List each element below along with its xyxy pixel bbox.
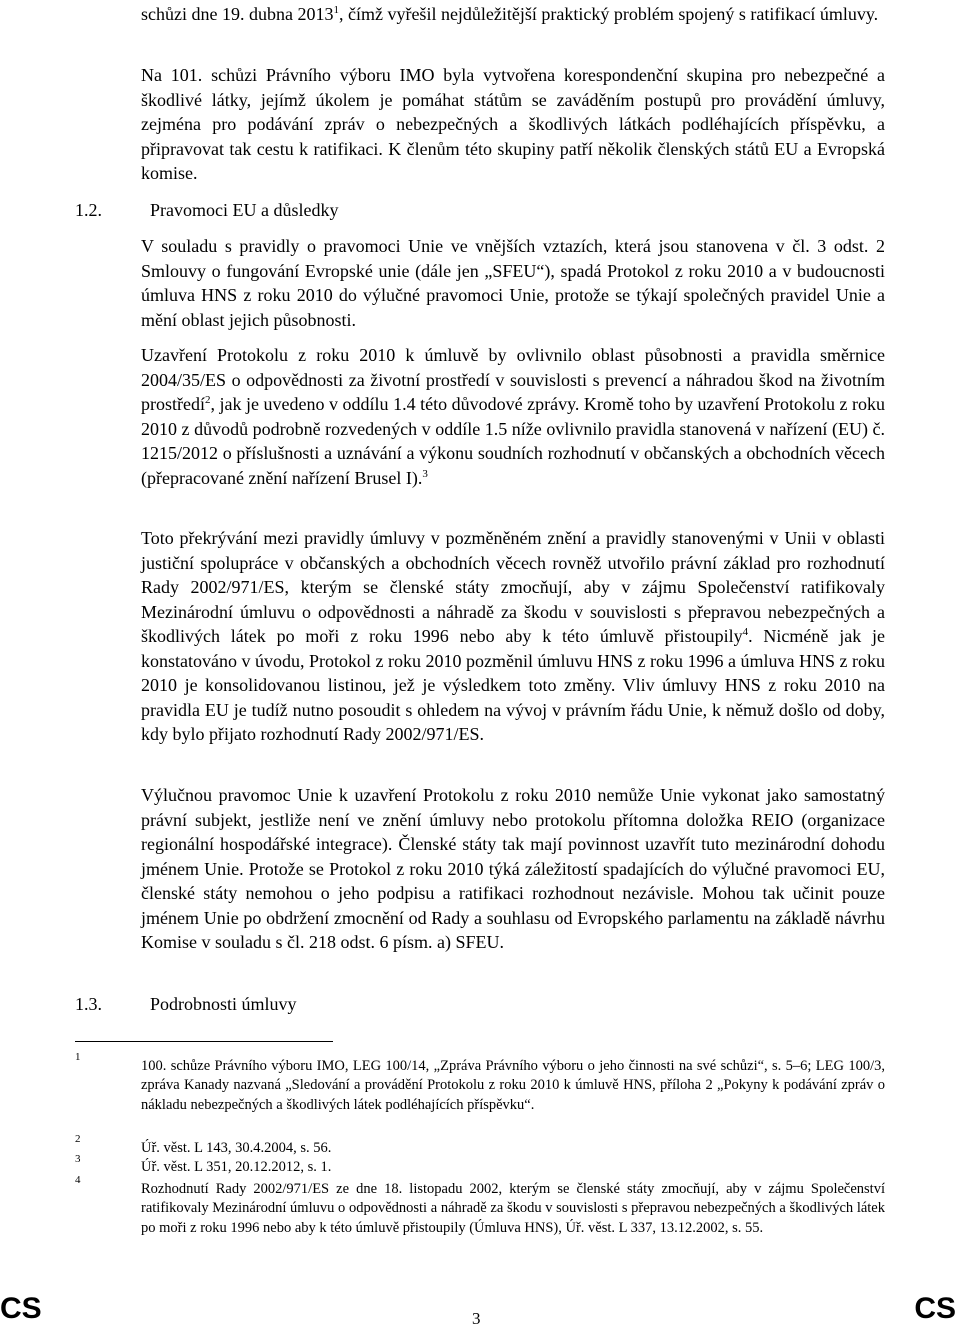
footnote-text: Úř. věst. L 143, 30.4.2004, s. 56. xyxy=(141,1140,332,1156)
paragraph-text: , jak je uvedeno v oddílu 1.4 této důvodové zprávy. Kromě toho by uzavření Protokolu z roku 2010 z důvodů podrobně rozvedených v oddíle 1.5 níže ovlivnilo pravidla stanovená v nařízení (EU) č. 1215/2012 o příslušnosti a uznávání a výkonu soudních rozhodnutí v občanských a obchodních věcech (přepracované znění nařízení Brusel I). xyxy=(141,394,885,488)
footnote-mark: 1 xyxy=(75,1051,81,1063)
paragraph-correspondence-group: Na 101. schůzi Právního výboru IMO byla vytvořena korespondenční skupina pro nebezpečné a škodlivé látky, jejímž úkolem je pomáhat státům se zaváděním postupů pro provádění úmluvy, zejména pro podávání zpráv o nebezpečných a škodlivých látkách podléhajících příspěvku, a připravovat tak cestu k ratifikaci. K členům této skupiny patří několik členských států EU a Evropská komise. xyxy=(141,65,885,183)
footnote-ref[interactable]: 2 xyxy=(204,394,211,406)
footnote-mark: 2 xyxy=(75,1133,81,1145)
footnote-separator xyxy=(75,1041,333,1042)
footnote-text: 100. schůze Právního výboru IMO, LEG 100/14, „Zpráva Právního výboru o jeho činnosti na své schůzi“, s. 5–6; LEG 100/3, zpráva Kanady nazvaná „Sledování a provádění Protokolu z roku 2010 k úmluvě HNS, příloha 2 „Pokyny k podávání zpráv o nákladu nebezpečných a škodlivých látek podléhajících příspěvku“. xyxy=(141,1058,885,1113)
footnote-ref[interactable]: 3 xyxy=(422,467,428,480)
footnote-mark: 4 xyxy=(75,1174,81,1186)
paragraph-competence: V souladu s pravidly o pravomoci Unie ve vnějších vztazích, která jsou stanovena v čl. 3 odst. 2 Smlouvy o fungování Evropské unie (dále jen „SFEU“), spadá Protokol z roku 2010 a v budoucnosti úmluva HNS z roku 2010 do výlučné pravomoci Unie, protože se týkají společných pravidel Unie a mění oblast jejich působnosti. xyxy=(141,236,885,330)
footnote-text: Úř. věst. L 351, 20.12.2012, s. 1. xyxy=(141,1159,332,1175)
footnote-ref[interactable]: 4 xyxy=(742,626,749,638)
footer-language-left: CS xyxy=(0,1292,42,1325)
paragraph-text: , čímž vyřešil nejdůležitější praktický problém spojený s ratifikací úmluvy. xyxy=(338,4,879,24)
paragraph-protocol-scope xyxy=(141,343,885,490)
section-number: 1.3. xyxy=(75,994,102,1014)
paragraph-exclusive-competence: Výlučnou pravomoc Unie k uzavření Protokolu z roku 2010 nemůže Unie vykonat jako samostatný právní subjekt, jestliže není ve znění úmluvy nebo protokolu přítomna doložka REIO (organizace regionální hospodářské integrace). Členské státy tak mají povinnost uzavřít tuto mezinárodní dohodu jménem Unie. Protože se Protokol z roku 2010 týká záležitostí spadajících do výlučné pravomoci EU, členské státy nemohou o jeho podpisu a ratifikaci rozhodnout nezávisle. Mohou tak učinit pouze jménem Unie po obdržení zmocnění od Rady a souhlasu od Evropského parlamentu na základě návrhu Komise v souladu s čl. 218 odst. 6 písm. a) SFEU. xyxy=(141,785,885,952)
paragraph-text: schůzi dne 19. dubna 2013 xyxy=(141,4,334,24)
paragraph-continuation xyxy=(141,2,885,27)
section-heading: Podrobnosti úmluvy xyxy=(150,994,297,1014)
paragraph-text: . Nicméně jak je konstatováno v úvodu, Protokol z roku 2010 pozměnil úmluvu HNS z roku 1996 a úmluva HNS z roku 2010 je konsolidovanou listinou, jež je výsledkem toto změny. Vliv úmluvy HNS z roku 2010 na pravidla EU je tudíž nutno posoudit s ohledem na vývoj v právním řádu Unie, k němuž došlo od doby, kdy bylo přijato rozhodnutí Rady 2002/971/ES. xyxy=(141,626,885,744)
footnote-ref[interactable]: 1 xyxy=(333,4,339,16)
paragraph-overlap xyxy=(141,526,885,747)
paragraph-text: Toto překrývání mezi pravidly úmluvy v pozměněném znění a pravidly stanovenými v Unii v oblasti justiční spolupráce v občanských a obchodních věcech rovněž utvořilo právní základ pro rozhodnutí Rady 2002/971/ES, kterým se členské státy zmocňují, aby v zájmu Společenství ratifikovaly Mezinárodní úmluvu o odpovědnosti a náhradě za škodu v souvislosti s přepravou nebezpečných a škodlivých látek po moři z roku 1996 nebo aby k této úmluvě přistoupily xyxy=(141,528,885,646)
section-number: 1.2. xyxy=(75,200,102,220)
footnote-text: Rozhodnutí Rady 2002/971/ES ze dne 18. listopadu 2002, kterým se členské státy zmocňují, aby v zájmu Společenství ratifikovaly Mezinárodní úmluvu o odpovědnosti a náhradě za škodu v souvislosti s přepravou nebezpečných a škodlivých látek po moři z roku 1996 nebo aby k této úmluvě přistoupily (Úmluva HNS), Úř. věst. L 337, 13.12.2002, s. 55. xyxy=(141,1181,885,1236)
paragraph-text: Uzavření Protokolu z roku 2010 k úmluvě by ovlivnilo oblast působnosti a pravidla směrnice 2004/35/ES o odpovědnosti za životní prostředí v souvislosti s prevencí a náhradou škod na životním prostředí xyxy=(141,345,885,414)
page-number: 3 xyxy=(472,1309,481,1328)
section-heading: Pravomoci EU a důsledky xyxy=(150,200,339,220)
footer-language-right: CS xyxy=(914,1292,956,1325)
footnote-mark: 3 xyxy=(75,1153,81,1165)
